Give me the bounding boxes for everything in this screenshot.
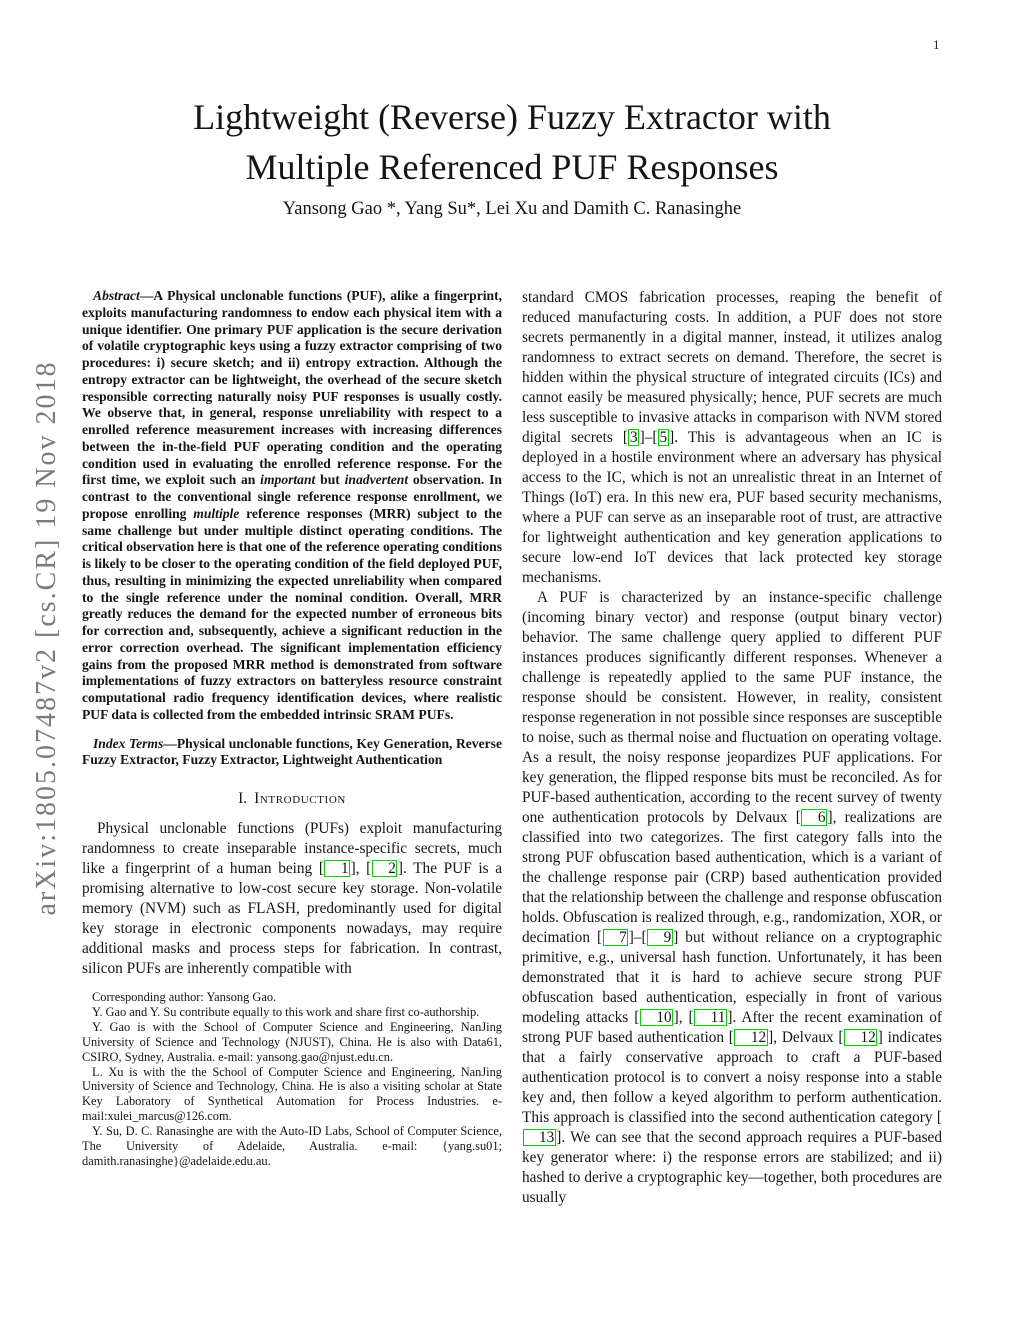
citation-link[interactable]: 11	[694, 1009, 727, 1026]
footnote: Y. Gao is with the School of Computer Science and Engineering, NanJing University of Science and Technology (NJUST), China. He is also with Data61, CSIRO, Sydney, Australia. e-mail: yansong.gao@njust.edu.cn.	[82, 1019, 502, 1064]
citation-link[interactable]: 7	[603, 929, 629, 946]
paper-title	[0, 92, 1024, 192]
introduction-paragraph: Physical unclonable functions (PUFs) exploit manufacturing randomness to create inseparable instance-specific secrets, much like a fingerprint of a human being [ 1 ], [ 2 ]. The PUF is a promising alternative to low-cost secure key storage. Non-volatile memory (NVM) such as FLASH, predominantly used for digital key storage in electronic components nowadays, may require additional masks and process steps for fabrication. In contrast, silicon PUFs are inherently compatible with	[82, 820, 502, 977]
two-column-body	[82, 288, 942, 1208]
footnote: L. Xu is with the the School of Computer Science and Engineering, NanJing University of Science and Technology, China. He is also a visiting scholar at State Key Laboratory of Synthetical Automation for Process Industries. e-mail:xulei_marcus@126.com.	[82, 1064, 502, 1124]
citation-link[interactable]: 9	[647, 929, 673, 946]
right-column	[522, 288, 942, 1208]
citation-link[interactable]: 1	[324, 860, 350, 877]
citation-link[interactable]: 12	[734, 1029, 767, 1046]
left-column	[82, 288, 502, 1208]
author-line: Yansong Gao *, Yang Su*, Lei Xu and Damith C. Ranasinghe	[282, 199, 742, 219]
citation-link[interactable]: 10	[640, 1009, 673, 1026]
author-footnotes	[82, 990, 502, 1169]
citation-link[interactable]: 3	[629, 429, 638, 446]
body-paragraph-continuation: standard CMOS fabrication processes, reaping the benefit of reduced manufacturing costs. In addition, a PUF does not store secrets permanently in a digital manner, instead, it utilizes analog randomness to extract secrets on demand. Therefore, the secret is hidden within the physical structure of integrated circuits (ICs) and cannot easily be measured physically; hence, PUF secrets are much less susceptible to invasive attacks in comparison with NVM stored digital secrets [ 3 ]–[ 5 ]. This is advantageous when an IC is deployed in a hostile environment where an adversary has physical access to the IC, which is not an unrealistic threat in an Internet of Things (IoT) era. In this new era, PUF based security mechanisms, where a PUF can serve as an inseparable root of trust, are attractive for lightweight authentication and key generation applications to secure low-end IoT devices that lack protected key storage mechanisms.	[522, 289, 942, 586]
footnote: Y. Gao and Y. Su contribute equally to this work and share first co-authorship.	[92, 1004, 480, 1019]
citation-link[interactable]: 6	[801, 809, 827, 826]
footnote: Y. Su, D. C. Ranasinghe are with the Auto-ID Labs, School of Computer Science, The University of Adelaide, Australia. e-mail: {yang.su01; damith.ranasinghe}@adelaide.edu.au.	[82, 1124, 502, 1168]
index-terms-paragraph: Index Terms—Physical unclonable functions, Key Generation, Reverse Fuzzy Extractor, Fuzzy Extractor, Lightweight Authentication	[82, 735, 502, 768]
section-title: Introduction	[254, 790, 346, 807]
footnote: Corresponding author: Yansong Gao.	[92, 990, 277, 1004]
citation-link[interactable]: 12	[844, 1029, 877, 1046]
arxiv-watermark: arXiv:1805.07487v2 [cs.CR] 19 Nov 2018	[31, 360, 62, 916]
paper-title-text: Lightweight (Reverse) Fuzzy Extractor with Multiple Referenced PUF Responses	[193, 97, 831, 187]
citation-link[interactable]: 2	[372, 860, 398, 877]
body-paragraph: A PUF is characterized by an instance-specific challenge (incoming binary vector) and response (output binary vector) behavior. The same challenge query applied to different PUF instances produces significantly different responses. Whenever a challenge is repeatedly applied to the same PUF instance, the response should be consistent. However, in reality, consistent response regeneration in not possible since responses are susceptible to noise, such as thermal noise and fluctuation on operating voltage. As a result, the noisy response jeopardizes PUF applications. For key generation, the flipped response bits must be reconciled. As for PUF-based authentication, according to the recent survey of twenty one authentication protocols by Delvaux [ 6 ], realizations are classified into two categorizes. The first category falls into the strong PUF obfuscation based authentication, which is a variant of the challenge response pair (CRP) based authentication provided that the relationship between the challenge and response obfuscation holds. Obfuscation is realized through, e.g., randomization, XOR, or decimation [ 7 ]–[ 9 ] but without reliance on a cryptographic primitive, e.g., universal hash function. Unfortunately, it has been demonstrated that it is hard to achieve secure strong PUF obfuscation based authentication, especially in front of various modeling attacks [ 10 ], [ 11 ]. After the recent examination of strong PUF based authentication [ 12 ], Delvaux [ 12 ] indicates that a fairly conservative approach to craft a PUF-based authentication protocol is to convert a noisy response into a stable key and, then follow a keyed algorithm to perform authentication. This approach is classified into the second authentication category [13 ]. We can see that the second approach requires a PUF-based key generator where: i) the response errors are stabilized; and ii) hashed to derive a cryptographic key—together, both procedures are usually	[522, 589, 942, 1206]
abstract-paragraph: Abstract—A Physical unclonable functions (PUF), alike a fingerprint, exploits manufacturing randomness to endow each physical item with a unique identifier. One primary PUF application is the secure derivation of volatile cryptographic keys using a fuzzy extractor comprising of two procedures: i) secure sketch; and ii) entropy extraction. Although the entropy extractor can be lightweight, the overhead of the secure sketch responsible correcting naturally noisy PUF responses is usually costly. We observe that, in general, response unreliability with respect to a enrolled reference measurement increases with increasing differences between the in-the-field PUF operating condition and the operating condition used in evaluating the enrolled reference response. For the first time, we exploit such an important but inadvertent observation. In contrast to the conventional single reference response enrollment, we propose enrolling multiple reference responses (MRR) subject to the same challenge but under multiple distinct operating conditions. The critical observation here is that one of the reference operating conditions is likely to be closer to the operating condition of the field deployed PUF, thus, resulting in minimizing the expected unreliability when compared to the single reference under the nominal condition. Overall, MRR greatly reduces the demand for the expected number of erroneous bits for correction and, subsequently, achieve a significant reduction in the error correction overhead. The significant implementation efficiency gains from the proposed MRR method is demonstrated from software implementations of fuzzy extractors on batteryless resource constraint computational radio frequency identification devices, where realistic PUF data is collected from the embedded intrinsic SRAM PUFs.	[82, 288, 502, 722]
section-numeral: I.	[238, 790, 248, 807]
citation-link[interactable]: 5	[659, 429, 668, 446]
section-heading-introduction	[82, 790, 502, 808]
citation-link[interactable]: 13	[523, 1129, 556, 1146]
page-number: 1	[933, 37, 940, 52]
